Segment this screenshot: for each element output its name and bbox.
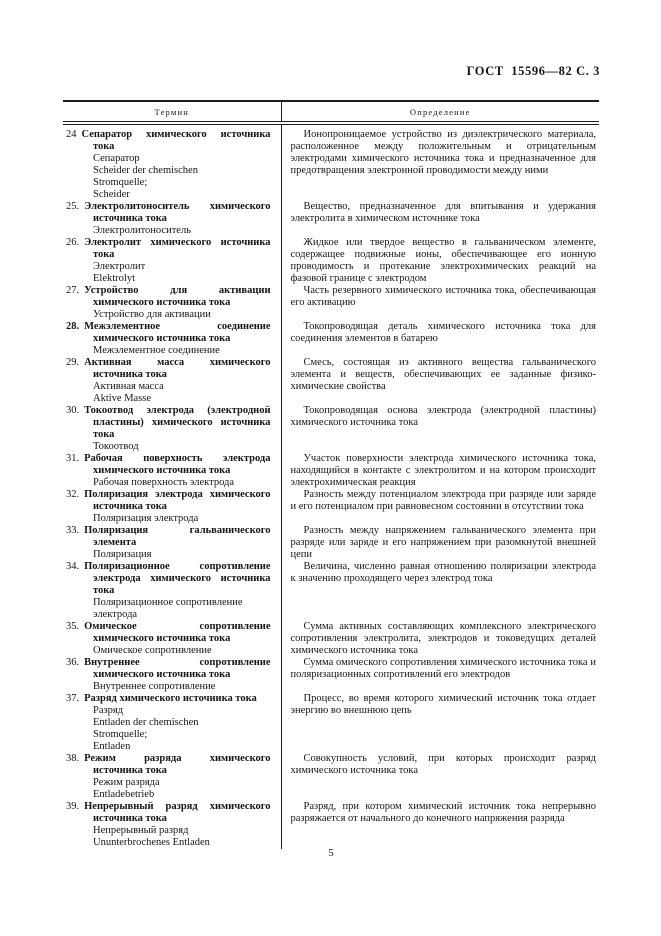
term-row	[63, 525, 599, 561]
term-cell	[63, 621, 281, 657]
term-cell	[63, 285, 281, 321]
term-number: 33.	[66, 525, 80, 536]
term-number: 32.	[66, 489, 80, 500]
term-synonym-line: Токоотвод	[93, 441, 139, 452]
term-main	[66, 405, 271, 441]
term-main	[66, 357, 271, 381]
term-synonym-line: Устройство для активации	[93, 309, 211, 320]
term-number: 27.	[66, 285, 80, 296]
term-title: Внутреннее сопротивление химического источника тока	[84, 657, 271, 680]
term-cell	[63, 405, 281, 453]
term-row	[63, 285, 599, 321]
definition-cell	[281, 801, 599, 849]
definition-cell	[281, 237, 599, 285]
term-row	[63, 201, 599, 237]
definition-cell	[281, 357, 599, 405]
term-number: 35.	[66, 621, 80, 632]
definition-text: Сумма активных составляющих комплексного электрического сопротивления электролита, электродов и токоведущих деталей химического источника тока	[290, 621, 596, 656]
term-synonym-line: Омическое сопротивление	[93, 645, 212, 656]
definition-text: Ионопроницаемое устройство из диэлектрического материала, расположенное между положительным и отрицательным электродами химического источника тока и предназначенное для предотвращения электронной проводимости между ними	[290, 129, 596, 176]
definition-text: Совокупность условий, при которых происходит разряд химического источника тока	[290, 753, 596, 776]
term-title: Активная масса химического источника тока	[84, 357, 271, 380]
term-number: 38.	[66, 753, 80, 764]
definition-cell	[281, 693, 599, 753]
definition-cell	[281, 201, 599, 237]
term-number: 24	[66, 129, 77, 140]
definition-text: Сумма омического сопротивления химического источника тока и поляризационных сопротивлений его электродов	[290, 657, 596, 680]
term-cell	[63, 453, 281, 489]
definition-cell	[281, 657, 599, 693]
definition-cell	[281, 453, 599, 489]
definition-cell	[281, 621, 599, 657]
term-main	[66, 561, 271, 597]
definition-text: Часть резервного химического источника тока, обеспечивающая его активацию	[290, 285, 596, 308]
term-main	[66, 201, 271, 225]
definition-text: Смесь, состоящая из активного вещества гальванического элемента и веществ, обеспечивающих ее заданные физико-химические свойства	[290, 357, 596, 392]
page-number: 5	[328, 847, 334, 859]
definition-cell	[281, 525, 599, 561]
definition-text: Разность между напряжением гальванического элемента при разряде или заряде и его напряжением при разомкнутой внешней цепи	[290, 525, 596, 560]
term-title: Поляризационное сопротивление электрода химического источника тока	[84, 561, 271, 596]
term-cell	[63, 201, 281, 237]
term-number: 26.	[66, 237, 80, 248]
term-row	[63, 357, 599, 405]
definition-text: Участок поверхности электрода химического источника тока, находящийся в контакте с электролитом и на котором происходит электрохимическая реакция	[290, 453, 596, 488]
term-number: 30.	[66, 405, 80, 416]
term-title: Сепаратор химического источника тока	[81, 129, 271, 152]
term-synonym-line: Ununterbrochenes Entladen	[93, 837, 210, 848]
term-synonym-line: Непрерывный разряд	[93, 825, 189, 836]
term-row	[63, 657, 599, 693]
term-title: Межэлементное соединение химического источника тока	[84, 321, 271, 344]
term-title: Устройство для активации химического источника тока	[84, 285, 271, 308]
term-main	[66, 621, 271, 645]
term-title: Разряд химического источника тока	[84, 693, 257, 704]
term-row	[63, 801, 599, 849]
definition-text: Токопроводящая деталь химического источника тока для соединения элементов в батарею	[290, 321, 596, 344]
definition-cell	[281, 123, 599, 201]
term-title: Рабочая поверхность электрода химического источника тока	[84, 453, 271, 476]
term-synonym-line: электрода	[93, 609, 138, 620]
term-title: Режим разряда химического источника тока	[84, 753, 271, 776]
term-row	[63, 405, 599, 453]
term-main	[66, 237, 271, 261]
term-main	[66, 657, 271, 681]
term-main	[66, 489, 271, 513]
definition-cell	[281, 285, 599, 321]
definition-cell	[281, 489, 599, 525]
term-synonym-line: Scheider	[93, 189, 130, 200]
term-row	[63, 321, 599, 357]
term-synonym-line: Entladebetrieb	[93, 789, 155, 800]
term-number: 39.	[66, 801, 80, 812]
term-main	[66, 453, 271, 477]
term-main	[66, 753, 271, 777]
term-row	[63, 693, 599, 753]
term-synonym-line: Режим разряда	[93, 777, 160, 788]
term-number: 29.	[66, 357, 80, 368]
term-synonym-line: Scheider der chemischen	[93, 165, 198, 176]
definition-cell	[281, 561, 599, 621]
term-row	[63, 237, 599, 285]
term-synonym-line: Stromquelle;	[93, 177, 148, 188]
term-synonym-line: Entladen der chemischen	[93, 717, 199, 728]
definition-text: Величина, численно равная отношению поляризации электрода к значению проходящего через электрод тока	[290, 561, 596, 584]
term-main	[66, 285, 271, 309]
column-header-term: Термин	[63, 101, 281, 123]
terms-table-body	[63, 123, 599, 849]
term-synonym-line: Разряд	[93, 705, 124, 716]
definition-text: Жидкое или твердое вещество в гальваническом элементе, содержащее подвижные ионы, обеспечивающее его ионную проводимость и протекание электрохимических реакций на фазовой границе с электродом	[290, 237, 596, 284]
term-cell	[63, 357, 281, 405]
term-main	[66, 801, 271, 825]
term-cell	[63, 561, 281, 621]
term-synonym-line: Entladen	[93, 741, 131, 752]
term-cell	[63, 753, 281, 801]
term-cell	[63, 693, 281, 753]
term-cell	[63, 123, 281, 201]
term-synonym-line: Elektrolyt	[93, 273, 135, 284]
table-header-row	[63, 101, 599, 123]
term-cell	[63, 489, 281, 525]
term-row	[63, 561, 599, 621]
term-title: Омическое сопротивление химического источника тока	[84, 621, 271, 644]
term-synonym-line: Stromquelle;	[93, 729, 148, 740]
term-cell	[63, 657, 281, 693]
term-cell	[63, 321, 281, 357]
term-main	[66, 129, 271, 153]
term-title: Непрерывный разряд химического источника тока	[84, 801, 271, 824]
terms-table	[63, 100, 599, 849]
term-synonym-line: Активная масса	[93, 381, 164, 392]
term-synonym-line: Электролит	[93, 261, 146, 272]
term-main	[66, 525, 271, 549]
term-row	[63, 621, 599, 657]
term-row	[63, 489, 599, 525]
term-number: 28.	[66, 321, 80, 332]
term-row	[63, 123, 599, 201]
definition-text: Токопроводящая основа электрода (электродной пластины) химического источника тока	[290, 405, 596, 428]
definition-text: Процесс, во время которого химический источник тока отдает энергию во внешнюю цепь	[290, 693, 596, 716]
term-title: Электролитоноситель химического источника тока	[84, 201, 271, 224]
term-main	[66, 693, 271, 705]
term-number: 31.	[66, 453, 80, 464]
term-synonym-line: Рабочая поверхность электрода	[93, 477, 235, 488]
term-row	[63, 453, 599, 489]
term-cell	[63, 525, 281, 561]
term-synonym-line: Поляризация электрода	[93, 513, 199, 524]
term-title: Поляризация гальванического элемента	[84, 525, 271, 548]
term-title: Электролит химического источника тока	[84, 237, 271, 260]
document-header: ГОСТ 15596—82 С. 3	[466, 64, 600, 78]
column-header-definition: Определение	[281, 101, 599, 123]
term-synonym-line: Сепаратор	[93, 153, 140, 164]
definition-cell	[281, 321, 599, 357]
definition-text: Разряд, при котором химический источник тока непрерывно разряжается от начального до конечного напряжения разряда	[290, 801, 596, 824]
definition-text: Вещество, предназначенное для впитывания и удержания электролита в химическом источнике тока	[290, 201, 596, 224]
term-number: 34.	[66, 561, 80, 572]
term-synonym-line: Поляризационное сопротивление	[93, 597, 243, 608]
term-synonym-line: Поляризация	[93, 549, 152, 560]
definition-text: Разность между потенциалом электрода при разряде или заряде и его потенциалом при равновесном состоянии в отсутствии тока	[290, 489, 596, 512]
term-main	[66, 321, 271, 345]
term-synonym-line: Межэлементное соединение	[93, 345, 220, 356]
term-title: Токоотвод электрода (электродной пластины) химического источника тока	[84, 405, 271, 440]
definition-cell	[281, 753, 599, 801]
term-synonym-line: Электролитоноситель	[93, 225, 191, 236]
term-cell	[63, 237, 281, 285]
term-synonym-line: Aktive Masse	[93, 393, 152, 404]
term-title: Поляризация электрода химического источника тока	[84, 489, 271, 512]
definition-cell	[281, 405, 599, 453]
term-synonym-line: Внутреннее сопротивление	[93, 681, 216, 692]
term-row	[63, 753, 599, 801]
term-cell	[63, 801, 281, 849]
term-number: 36.	[66, 657, 80, 668]
term-number: 25.	[66, 201, 80, 212]
term-number: 37.	[66, 693, 80, 704]
